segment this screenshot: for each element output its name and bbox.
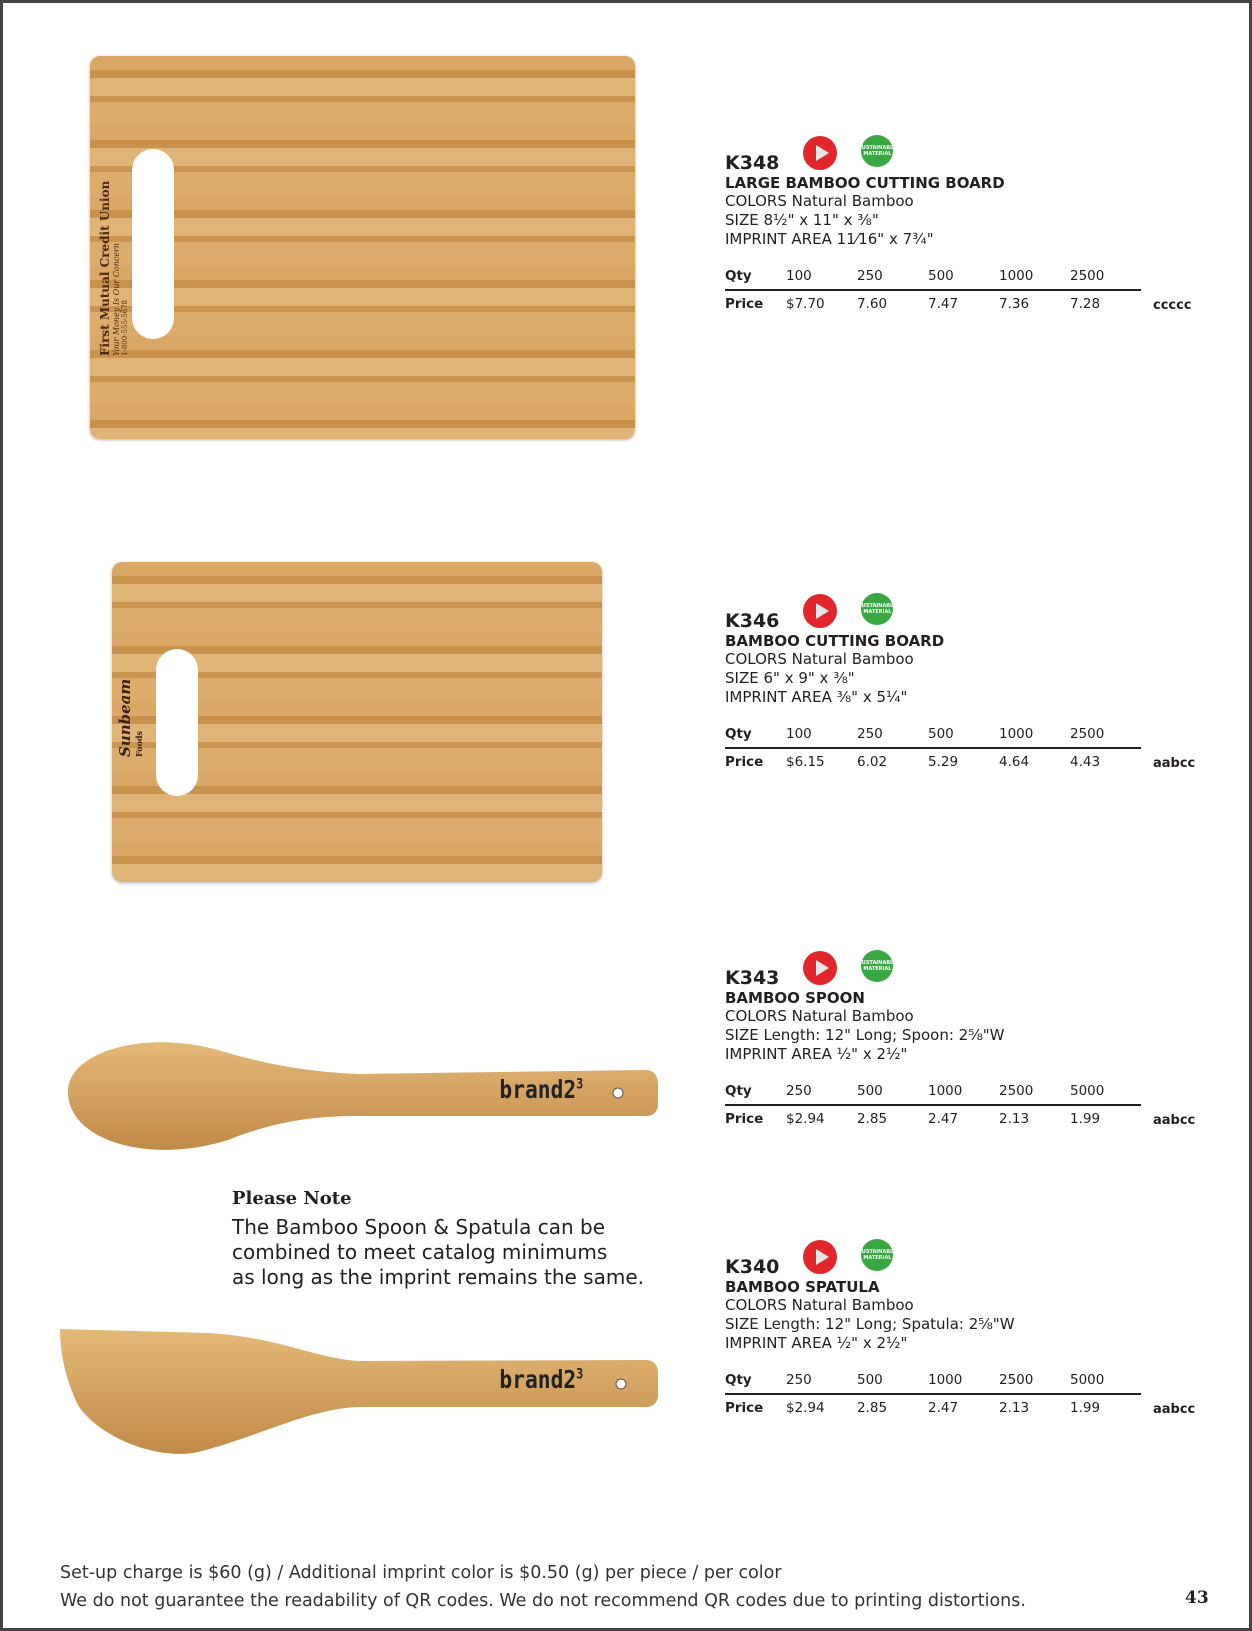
price-table bbox=[725, 1078, 1141, 1132]
price-value: 7.60 bbox=[857, 296, 888, 312]
imprint-text: First Mutual Credit Union bbox=[98, 180, 112, 356]
price-code: aabcc bbox=[1153, 1113, 1196, 1128]
label: COLORS bbox=[725, 1007, 787, 1025]
price-label: Price bbox=[725, 754, 764, 770]
value: Length: 12" Long; Spoon: 2⅝"W bbox=[763, 1026, 1005, 1044]
imprint-tagline: Your Money Is Our Concern bbox=[112, 242, 121, 356]
price-value: 2.85 bbox=[857, 1400, 888, 1416]
price-value: 1.99 bbox=[1070, 1400, 1101, 1416]
qty-label: Qty bbox=[725, 1078, 786, 1105]
product-imprint-area bbox=[725, 1334, 1195, 1353]
sunbeam-imprint bbox=[116, 679, 144, 757]
price-table bbox=[725, 721, 1141, 775]
cutting-board-image bbox=[112, 562, 602, 882]
label: IMPRINT AREA bbox=[725, 688, 832, 706]
qty-value: 500 bbox=[857, 1078, 928, 1105]
qty-value: 100 bbox=[786, 263, 857, 290]
product-block bbox=[725, 145, 1195, 317]
label: COLORS bbox=[725, 192, 787, 210]
value: Natural Bamboo bbox=[791, 1296, 914, 1314]
price-code: ccccc bbox=[1153, 298, 1192, 313]
fmcu-imprint bbox=[98, 156, 129, 356]
product-name: LARGE BAMBOO CUTTING BOARD bbox=[725, 174, 1005, 192]
price-value: 6.02 bbox=[857, 754, 888, 770]
spoon-brand-imprint bbox=[499, 1075, 583, 1104]
price-value: $7.70 bbox=[786, 296, 825, 312]
product-colors bbox=[725, 650, 1195, 669]
large-cutting-board-image bbox=[90, 56, 635, 439]
qty-value: 250 bbox=[857, 721, 928, 748]
product-name: BAMBOO SPATULA bbox=[725, 1278, 880, 1296]
product-block bbox=[725, 960, 1196, 1132]
price-value: 2.13 bbox=[999, 1111, 1030, 1127]
sustainable-material-icon: SUSTAINABLE MATERIAL bbox=[861, 593, 893, 625]
label: IMPRINT AREA bbox=[725, 230, 832, 248]
qty-value: 250 bbox=[857, 263, 928, 290]
value: Natural Bamboo bbox=[791, 650, 914, 668]
value: Natural Bamboo bbox=[791, 1007, 914, 1025]
price-value: 7.28 bbox=[1070, 296, 1101, 312]
product-colors bbox=[725, 192, 1195, 211]
value: ½" x 2½" bbox=[836, 1045, 908, 1063]
price-value: 2.47 bbox=[928, 1400, 959, 1416]
qty-value: 1000 bbox=[999, 263, 1070, 290]
label: SIZE bbox=[725, 211, 759, 229]
value: Natural Bamboo bbox=[791, 192, 914, 210]
brand-sup: 3 bbox=[576, 1366, 584, 1383]
footer bbox=[60, 1559, 1026, 1615]
price-value: 7.36 bbox=[999, 296, 1030, 312]
qty-label: Qty bbox=[725, 1367, 786, 1394]
product-code: K340 bbox=[725, 1256, 780, 1278]
product-imprint-area bbox=[725, 230, 1195, 249]
page-number: 43 bbox=[1185, 1588, 1209, 1608]
brand-sup: 3 bbox=[576, 1076, 584, 1093]
label: IMPRINT AREA bbox=[725, 1334, 832, 1352]
product-imprint-area bbox=[725, 1045, 1195, 1064]
qty-value: 500 bbox=[857, 1367, 928, 1394]
product-name: BAMBOO CUTTING BOARD bbox=[725, 632, 945, 650]
price-table bbox=[725, 263, 1141, 317]
price-label: Price bbox=[725, 1400, 764, 1416]
price-value: $2.94 bbox=[786, 1400, 825, 1416]
price-value: $6.15 bbox=[786, 754, 825, 770]
value: 6" x 9" x ⅜" bbox=[763, 669, 855, 687]
qty-value: 5000 bbox=[1070, 1367, 1141, 1394]
product-imprint-area bbox=[725, 688, 1195, 707]
product-colors bbox=[725, 1296, 1195, 1315]
spatula-brand-imprint bbox=[499, 1365, 583, 1394]
value: 8½" x 11" x ⅜" bbox=[763, 211, 879, 229]
video-play-icon[interactable] bbox=[803, 1240, 837, 1274]
video-play-icon[interactable] bbox=[803, 951, 837, 985]
price-value: 4.43 bbox=[1070, 754, 1101, 770]
qty-value: 1000 bbox=[999, 721, 1070, 748]
qty-value: 1000 bbox=[928, 1078, 999, 1105]
product-code: K346 bbox=[725, 610, 780, 632]
brand-text: brand2 bbox=[499, 1075, 577, 1104]
product-name: BAMBOO SPOON bbox=[725, 989, 865, 1007]
label: COLORS bbox=[725, 650, 787, 668]
setup-charge-note: Set-up charge is $60 (g) / Additional imprint color is $0.50 (g) per piece / per color bbox=[60, 1563, 782, 1583]
value: 11⁄16" x 7¾" bbox=[836, 230, 934, 248]
product-colors bbox=[725, 1007, 1195, 1026]
value: Length: 12" Long; Spatula: 2⅝"W bbox=[763, 1315, 1015, 1333]
price-value: 2.13 bbox=[999, 1400, 1030, 1416]
price-value: 5.29 bbox=[928, 754, 959, 770]
sustainable-material-icon: SUSTAINABLE MATERIAL bbox=[861, 135, 893, 167]
note-line: as long as the imprint remains the same. bbox=[232, 1265, 644, 1289]
label: SIZE bbox=[725, 1026, 759, 1044]
price-value: 2.85 bbox=[857, 1111, 888, 1127]
qty-value: 2500 bbox=[999, 1367, 1070, 1394]
product-block bbox=[725, 603, 1196, 775]
value: ⅜" x 5¼" bbox=[836, 688, 908, 706]
note-line: combined to meet catalog minimums bbox=[232, 1240, 608, 1264]
label: SIZE bbox=[725, 669, 759, 687]
qty-value: 2500 bbox=[1070, 721, 1141, 748]
note-line: The Bamboo Spoon & Spatula can be bbox=[232, 1215, 606, 1239]
sustainable-material-icon: SUSTAINABLE MATERIAL bbox=[861, 1239, 893, 1271]
price-label: Price bbox=[725, 296, 764, 312]
please-note bbox=[232, 1188, 644, 1290]
product-size bbox=[725, 669, 1195, 688]
price-value: 2.47 bbox=[928, 1111, 959, 1127]
value: ½" x 2½" bbox=[836, 1334, 908, 1352]
qty-value: 250 bbox=[786, 1078, 857, 1105]
imprint-sub: Foods bbox=[134, 730, 144, 757]
price-label: Price bbox=[725, 1111, 764, 1127]
label: IMPRINT AREA bbox=[725, 1045, 832, 1063]
price-table bbox=[725, 1367, 1141, 1421]
product-code: K348 bbox=[725, 152, 780, 174]
qty-value: 500 bbox=[928, 721, 999, 748]
video-play-icon[interactable] bbox=[803, 136, 837, 170]
price-value: $2.94 bbox=[786, 1111, 825, 1127]
imprint-text: Sunbeam bbox=[116, 678, 134, 757]
video-play-icon[interactable] bbox=[803, 594, 837, 628]
qr-code-note: We do not guarantee the readability of QR codes. We do not recommend QR codes due to printing distortions. bbox=[60, 1591, 1026, 1611]
qty-label: Qty bbox=[725, 263, 786, 290]
qty-value: 2500 bbox=[1070, 263, 1141, 290]
qty-value: 5000 bbox=[1070, 1078, 1141, 1105]
qty-value: 500 bbox=[928, 263, 999, 290]
price-value: 1.99 bbox=[1070, 1111, 1101, 1127]
sustainable-material-icon: SUSTAINABLE MATERIAL bbox=[861, 950, 893, 982]
product-block bbox=[725, 1249, 1196, 1421]
price-code: aabcc bbox=[1153, 1402, 1196, 1417]
note-title: Please Note bbox=[232, 1188, 352, 1209]
product-size bbox=[725, 211, 1195, 230]
label: COLORS bbox=[725, 1296, 787, 1314]
qty-value: 2500 bbox=[999, 1078, 1070, 1105]
qty-label: Qty bbox=[725, 721, 786, 748]
qty-value: 250 bbox=[786, 1367, 857, 1394]
qty-value: 1000 bbox=[928, 1367, 999, 1394]
product-size bbox=[725, 1026, 1195, 1045]
imprint-phone: 1-800-555-5678 bbox=[121, 299, 129, 356]
price-value: 4.64 bbox=[999, 754, 1030, 770]
price-code: aabcc bbox=[1153, 756, 1196, 771]
product-size bbox=[725, 1315, 1195, 1334]
qty-value: 100 bbox=[786, 721, 857, 748]
product-code: K343 bbox=[725, 967, 780, 989]
label: SIZE bbox=[725, 1315, 759, 1333]
brand-text: brand2 bbox=[499, 1365, 577, 1394]
price-value: 7.47 bbox=[928, 296, 959, 312]
